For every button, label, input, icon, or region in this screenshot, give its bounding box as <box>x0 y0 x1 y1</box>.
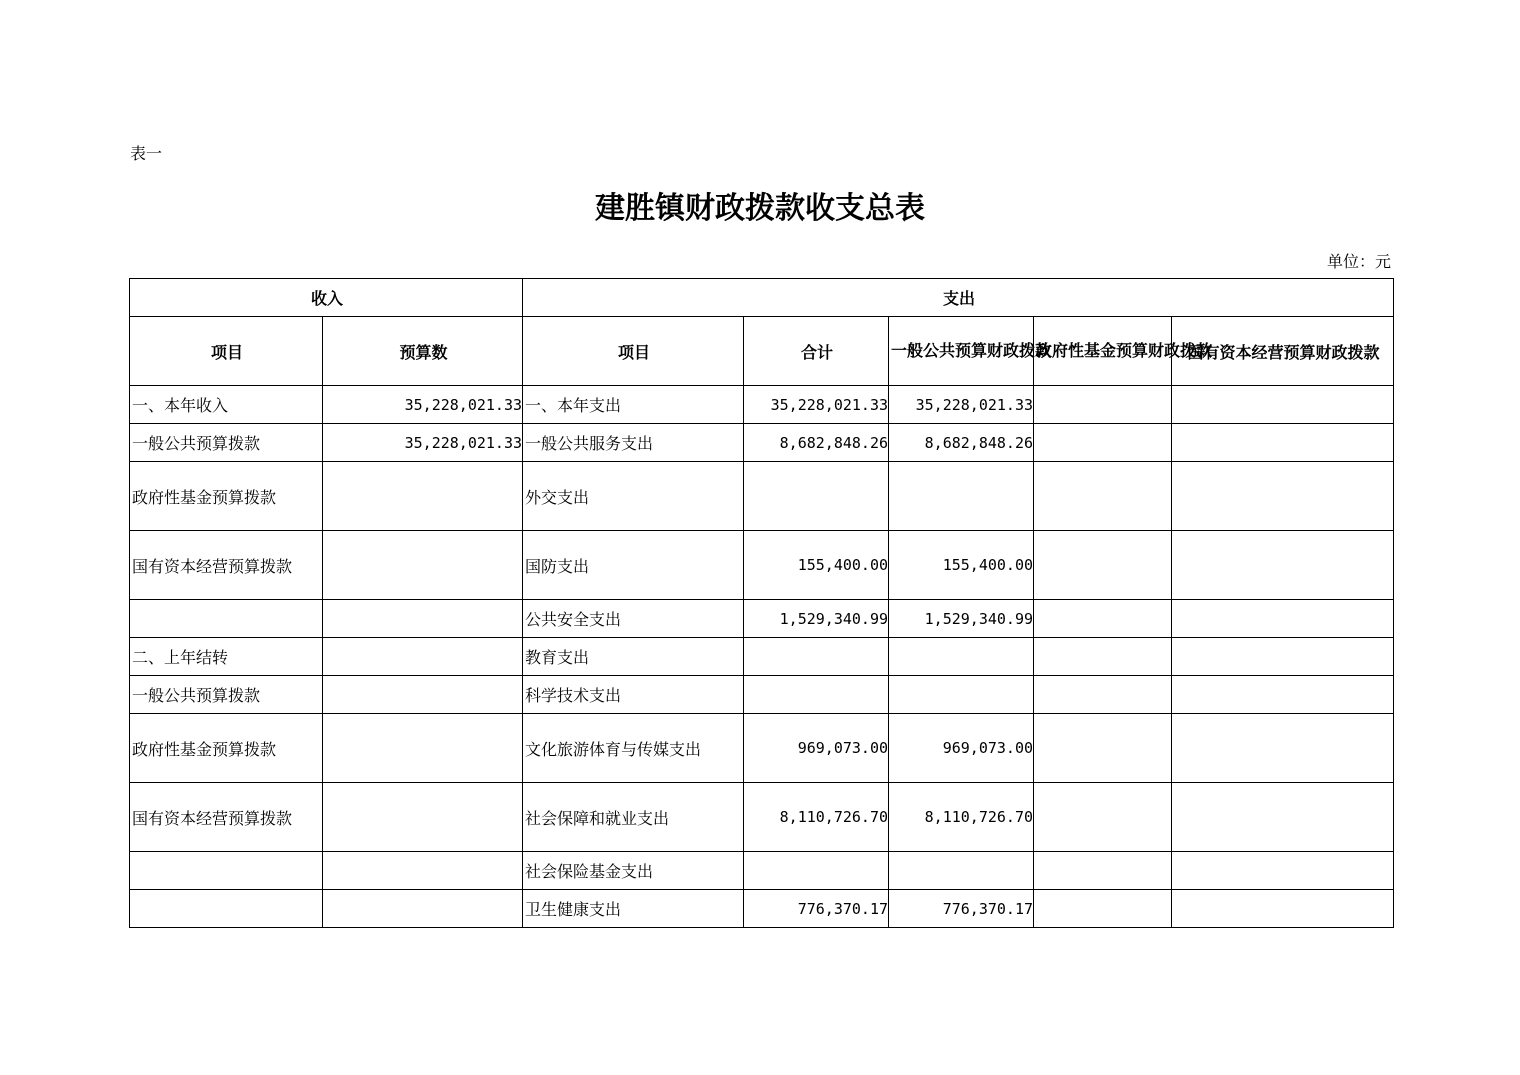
general-budget-cell: 969,073.00 <box>889 714 1034 783</box>
state-capital-cell <box>1172 676 1394 714</box>
gov-fund-cell <box>1034 676 1172 714</box>
table-number-label: 表一 <box>130 144 163 163</box>
exp-item-cell: 教育支出 <box>523 638 744 676</box>
table-row <box>130 783 1394 852</box>
table-row <box>130 531 1394 600</box>
general-budget-cell <box>889 852 1034 890</box>
income-item-cell: 二、上年结转 <box>130 638 323 676</box>
total-cell <box>744 676 889 714</box>
unit-label: 单位：元 <box>1326 252 1391 271</box>
general-budget-cell <box>889 462 1034 531</box>
gov-fund-cell <box>1034 890 1172 928</box>
col-income-budget: 预算数 <box>323 317 523 386</box>
exp-item-cell: 卫生健康支出 <box>523 890 744 928</box>
exp-item-cell: 外交支出 <box>523 462 744 531</box>
income-item-cell: 一般公共预算拨款 <box>130 424 323 462</box>
col-exp-item: 项目 <box>523 317 744 386</box>
gov-fund-cell <box>1034 714 1172 783</box>
table-row <box>130 676 1394 714</box>
income-item-cell: 国有资本经营预算拨款 <box>130 531 323 600</box>
general-budget-cell: 155,400.00 <box>889 531 1034 600</box>
total-cell: 776,370.17 <box>744 890 889 928</box>
income-item-cell <box>130 600 323 638</box>
total-cell <box>744 638 889 676</box>
budget-summary-table <box>129 278 1394 928</box>
gov-fund-cell <box>1034 386 1172 424</box>
income-budget-cell <box>323 783 523 852</box>
income-budget-cell <box>323 531 523 600</box>
page-title: 建胜镇财政拨款收支总表 <box>595 191 925 226</box>
gov-fund-cell <box>1034 462 1172 531</box>
income-item-cell: 政府性基金预算拨款 <box>130 462 323 531</box>
income-item-cell: 政府性基金预算拨款 <box>130 714 323 783</box>
exp-item-cell: 社会保险基金支出 <box>523 852 744 890</box>
table-row <box>130 424 1394 462</box>
state-capital-cell <box>1172 424 1394 462</box>
income-item-cell <box>130 890 323 928</box>
table-row <box>130 852 1394 890</box>
state-capital-cell <box>1172 783 1394 852</box>
expenditure-group-header: 支出 <box>523 279 1394 317</box>
income-budget-cell <box>323 462 523 531</box>
income-group-header: 收入 <box>130 279 523 317</box>
exp-item-cell: 文化旅游体育与传媒支出 <box>523 714 744 783</box>
table-row <box>130 890 1394 928</box>
exp-item-cell: 社会保障和就业支出 <box>523 783 744 852</box>
exp-item-cell: 一、本年支出 <box>523 386 744 424</box>
exp-item-cell: 一般公共服务支出 <box>523 424 744 462</box>
general-budget-cell: 35,228,021.33 <box>889 386 1034 424</box>
exp-item-cell: 科学技术支出 <box>523 676 744 714</box>
state-capital-cell <box>1172 386 1394 424</box>
income-budget-cell <box>323 852 523 890</box>
gov-fund-cell <box>1034 424 1172 462</box>
total-cell: 8,682,848.26 <box>744 424 889 462</box>
total-cell: 1,529,340.99 <box>744 600 889 638</box>
general-budget-cell: 8,682,848.26 <box>889 424 1034 462</box>
col-gov-fund: 政府性基金预算财政拨款 <box>1034 317 1172 386</box>
general-budget-cell <box>889 676 1034 714</box>
income-budget-cell <box>323 714 523 783</box>
total-cell: 8,110,726.70 <box>744 783 889 852</box>
gov-fund-cell <box>1034 531 1172 600</box>
general-budget-cell: 1,529,340.99 <box>889 600 1034 638</box>
group-header-row <box>130 279 1394 317</box>
gov-fund-cell <box>1034 852 1172 890</box>
total-cell: 35,228,021.33 <box>744 386 889 424</box>
gov-fund-cell <box>1034 783 1172 852</box>
state-capital-cell <box>1172 531 1394 600</box>
column-header-row <box>130 317 1394 386</box>
income-budget-cell: 35,228,021.33 <box>323 386 523 424</box>
income-budget-cell: 35,228,021.33 <box>323 424 523 462</box>
general-budget-cell <box>889 638 1034 676</box>
col-general-budget: 一般公共预算财政拨款 <box>889 317 1034 386</box>
state-capital-cell <box>1172 890 1394 928</box>
income-budget-cell <box>323 600 523 638</box>
state-capital-cell <box>1172 852 1394 890</box>
general-budget-cell: 8,110,726.70 <box>889 783 1034 852</box>
exp-item-cell: 公共安全支出 <box>523 600 744 638</box>
table-row <box>130 386 1394 424</box>
state-capital-cell <box>1172 638 1394 676</box>
total-cell: 155,400.00 <box>744 531 889 600</box>
total-cell <box>744 462 889 531</box>
income-item-cell <box>130 852 323 890</box>
gov-fund-cell <box>1034 638 1172 676</box>
table-row <box>130 638 1394 676</box>
state-capital-cell <box>1172 600 1394 638</box>
total-cell: 969,073.00 <box>744 714 889 783</box>
col-total: 合计 <box>744 317 889 386</box>
exp-item-cell: 国防支出 <box>523 531 744 600</box>
total-cell <box>744 852 889 890</box>
col-income-item: 项目 <box>130 317 323 386</box>
table-row <box>130 714 1394 783</box>
income-item-cell: 国有资本经营预算拨款 <box>130 783 323 852</box>
income-item-cell: 一、本年收入 <box>130 386 323 424</box>
table-row <box>130 600 1394 638</box>
income-item-cell: 一般公共预算拨款 <box>130 676 323 714</box>
state-capital-cell <box>1172 462 1394 531</box>
income-budget-cell <box>323 676 523 714</box>
table-row <box>130 462 1394 531</box>
general-budget-cell: 776,370.17 <box>889 890 1034 928</box>
income-budget-cell <box>323 890 523 928</box>
gov-fund-cell <box>1034 600 1172 638</box>
col-state-capital: 国有资本经营预算财政拨款 <box>1172 317 1394 386</box>
state-capital-cell <box>1172 714 1394 783</box>
income-budget-cell <box>323 638 523 676</box>
